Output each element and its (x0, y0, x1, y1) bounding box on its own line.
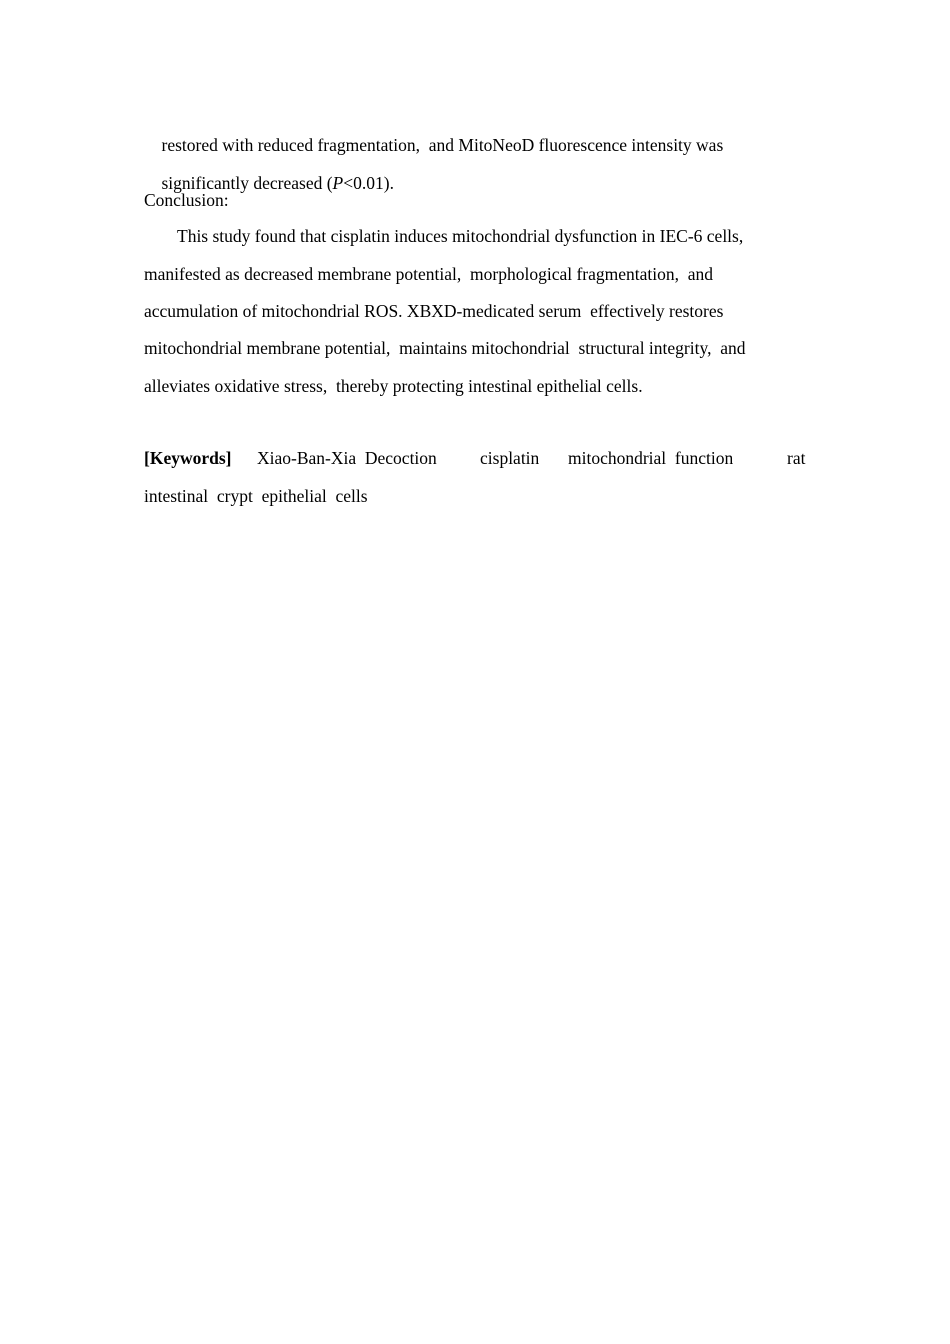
p-value-symbol: P (332, 172, 344, 193)
keywords-label: [Keywords] (144, 448, 232, 468)
conclusion-heading: Conclusion: (144, 190, 229, 210)
conclusion-line-3: accumulation of mitochondrial ROS. XBXD-medicated serum effectively restores (144, 301, 724, 321)
keyword-item: Xiao-Ban-Xia Decoction (257, 448, 437, 468)
text: restored with reduced fragmentation, and MitoNeoD fluorescence intensity was (161, 134, 724, 155)
conclusion-line-2: manifested as decreased membrane potential, morphological fragmentation, and (144, 264, 714, 284)
conclusion-line-1: This study found that cisplatin induces mitochondrial dysfunction in IEC-6 cells, (177, 226, 744, 246)
text: <0.01). (343, 172, 394, 193)
keyword-item: mitochondrial function (568, 448, 734, 468)
keyword-item: rat (787, 448, 806, 468)
keywords-line-2: intestinal crypt epithelial cells (144, 486, 368, 506)
conclusion-line-5: alleviates oxidative stress, thereby protecting intestinal epithelial cells. (144, 376, 643, 396)
conclusion-line-4: mitochondrial membrane potential, maintains mitochondrial structural integrity, and (144, 338, 746, 358)
keyword-item: cisplatin (480, 448, 540, 468)
text: significantly decreased ( (161, 172, 333, 193)
